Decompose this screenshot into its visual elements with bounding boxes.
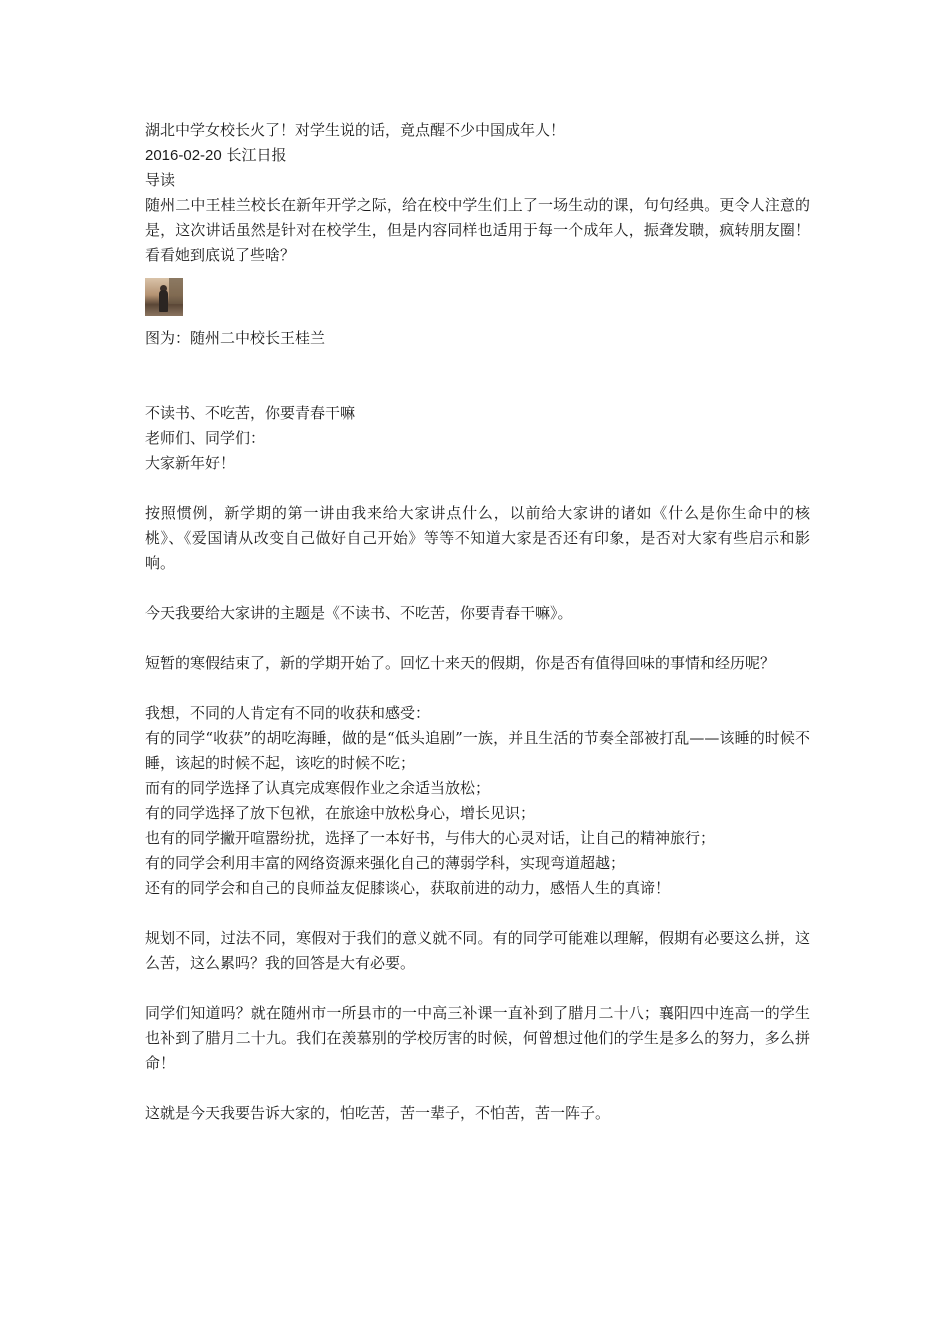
article-date: 2016-02-20 <box>145 147 222 164</box>
paragraph-5: 规划不同，过法不同，寒假对于我们的意义就不同。有的同学可能难以理解，假期有必要这么拼，这么苦，这么累吗？我的回答是大有必要。 <box>145 929 810 972</box>
article-meta <box>145 143 810 168</box>
photo-person-body <box>159 290 168 312</box>
paragraph-4-intro: 我想，不同的人肯定有不同的收获和感受： <box>145 704 431 722</box>
list-item: 而有的同学选择了认真完成寒假作业之余适当放松； <box>145 779 491 797</box>
paragraph-6: 同学们知道吗？就在随州市一所县市的一中高三补课一直补到了腊月二十八；襄阳四中连高一的学生也补到了腊月二十九。我们在羡慕别的学校厉害的时候，何曾想过他们的学生是多么的努力，多么拼命！ <box>145 1004 810 1072</box>
article-title: 湖北中学女校长火了！对学生说的话，竟点醒不少中国成年人！ <box>145 121 566 139</box>
paragraph-3: 短暂的寒假结束了，新的学期开始了。回忆十来天的假期，你是否有值得回味的事情和经历呢？ <box>145 654 776 672</box>
paragraph-7: 这就是今天我要告诉大家的，怕吃苦，苦一辈子，不怕苦，苦一阵子。 <box>145 1104 611 1122</box>
list-item: 有的同学会利用丰富的网络资源来强化自己的薄弱学科，实现弯道超越； <box>145 854 626 872</box>
principal-photo <box>145 278 183 316</box>
paragraph-1: 按照惯例，新学期的第一讲由我来给大家讲点什么，以前给大家讲的诸如《什么是你生命中的核桃》、《爱国请从改变自己做好自己开始》等等不知道大家是否还有印象，是否对大家有些启示和影响。 <box>145 504 810 572</box>
list-item: 有的同学选择了放下包袱，在旅途中放松身心，增长见识； <box>145 804 536 822</box>
speech-greeting: 老师们、同学们： <box>145 429 266 447</box>
list-item: 有的同学“收获”的胡吃海睡，做的是“低头追剧”一族，并且生活的节奏全部被打乱——该睡的时候不睡，该起的时候不起，该吃的时候不吃； <box>145 729 810 772</box>
article-source: 长江日报 <box>226 146 287 164</box>
photo-background-tree <box>169 278 183 304</box>
photo-caption: 图为：随州二中校长王桂兰 <box>145 329 326 347</box>
article-body <box>145 118 810 1126</box>
lead-paragraph: 随州二中王桂兰校长在新年开学之际，给在校中学生们上了一场生动的课，句句经典。更令人注意的是，这次讲话虽然是针对在校学生，但是内容同样也适用于每一个成年人，振聋发聩，疯转朋友圈！看看她到底说了些啥？ <box>145 196 810 264</box>
list-item: 也有的同学撇开喧嚣纷扰，选择了一本好书，与伟大的心灵对话，让自己的精神旅行； <box>145 829 716 847</box>
lead-label: 导读 <box>145 171 176 189</box>
speech-new-year: 大家新年好！ <box>145 454 236 472</box>
speech-title: 不读书、不吃苦，你要青春干嘛 <box>145 404 356 422</box>
list-item: 还有的同学会和自己的良师益友促膝谈心，获取前进的动力，感悟人生的真谛！ <box>145 879 671 897</box>
paragraph-2: 今天我要给大家讲的主题是《不读书、不吃苦，你要青春干嘛》。 <box>145 604 573 622</box>
